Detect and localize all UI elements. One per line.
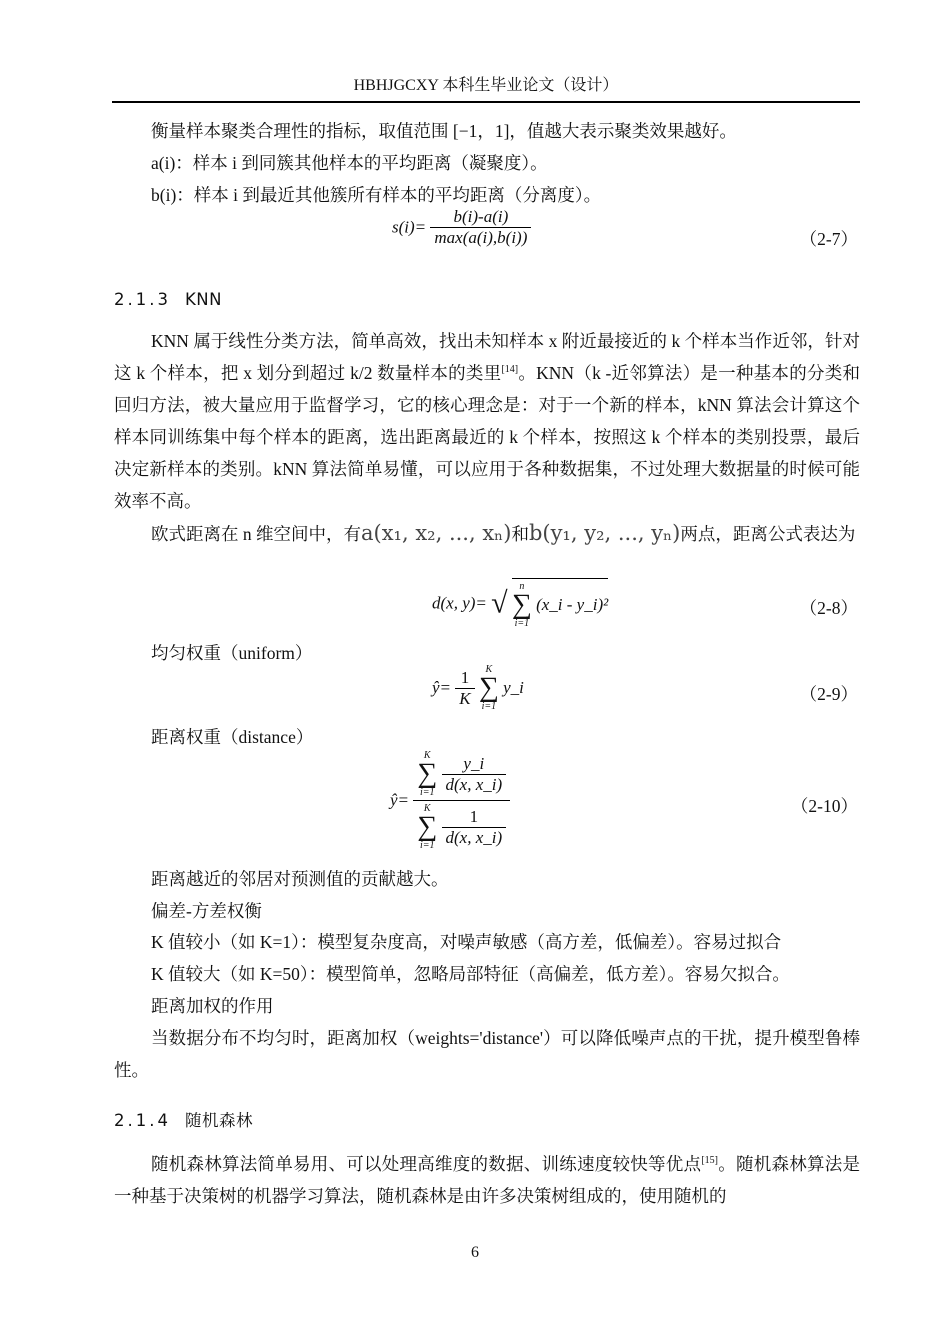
eq210-num-frac-den: d(x, x_i) [442,774,507,795]
distance-label: 距离权重（distance） [151,727,314,747]
citation-15: [15] [701,1155,718,1166]
eq210-num-sum-bottom: i=1 [420,787,435,798]
eq210-den-frac-num: 1 [469,806,479,826]
eq28-body: (x_i - y_i)² [536,595,609,614]
equation-2-8 [432,578,608,629]
section-number: 2.1.3 [114,290,171,309]
point-a-formula: a(x₁, x₂, ..., xₙ) [361,521,512,545]
point-b-formula: b(y₁, y₂, ..., yₙ) [528,521,681,545]
eq29-frac-den: K [455,688,474,709]
equation-2-9: ŷ= $\frac{1}{K}$ K ∑ i=1 y_i [432,664,524,712]
eq29-sum-bottom: i=1 [481,701,497,712]
radical-sign: √ [491,586,508,620]
eq29-number: （2-9） [799,684,858,704]
after-line-4: K 值较大（如 K=50）：模型简单，忽略局部特征（高偏差，低方差）。容易欠拟合。 [151,964,790,984]
section-heading-2-1-4 [114,1109,253,1133]
after-line-1: 距离越近的邻居对预测值的贡献越大。 [151,869,449,889]
section-number: 2.1.4 [114,1111,171,1130]
eq29-lhs: ŷ= [432,678,452,697]
after-line-2: 偏差-方差权衡 [151,901,262,921]
eq29-sum-top: K [485,664,493,675]
eq210-den-sum-bottom: i=1 [420,840,435,851]
rf-para-text-a: 随机森林算法简单易用、可以处理高维度的数据、训练速度较快等优点 [151,1154,702,1174]
eq27-numerator: b(i)-a(i) [453,207,509,226]
eq28-sum-top: n [519,581,525,592]
section-title: 随机森林 [184,1111,253,1130]
knn-para1-text-a: KNN 属于线性分类方法，简单高效，找出未知样本 x 附近最接近的 k 个样本当作近邻，针对这 k 个样本，把 x 划分到超过 k/2 数量样本的类里 [114,331,860,383]
knn-para1-text-b: 。KNN（k -近邻算法）是一种基本的分类和回归方法，被大量应用于监督学习，它的核心理念是：对于一个新的样本，kNN 算法会计算这个样本同训练集中每个样本的距离，选出距离最近的 k 个样本，按照这 k 个样本的类别投票，最后决定新样本的类别。kNN 算法简单易懂，可以应用于各种数据集，不过处理大数据量的时候可能效率不高。 [114,363,860,511]
section-title: KNN [184,290,222,309]
running-header: HBHJGCXY 本科生毕业论文（设计） [353,77,619,94]
rf-paragraph [114,1148,860,1212]
eq210-num-sum-top: K [423,750,431,761]
after-paragraph-6: 当数据分布不均匀时，距离加权（weights='distance'）可以降低噪声点的干扰，提升模型鲁棒性。 [114,1028,860,1080]
eq27-lhs: s(i)= [392,217,427,237]
eq28-number: （2-8） [799,598,858,618]
eq210-num-frac-num: y_i [463,753,485,773]
knn-para2-text-b: 两点，距离公式表达为 [680,524,856,544]
after-line-3: K 值较小（如 K=1）：模型复杂度高，对噪声敏感（高方差，低偏差）。容易过拟合 [151,932,782,952]
equation-2-7 [392,207,531,248]
rf-para-text-b: 。随机森林算法是一种基于决策树的机器学习算法，随机森林是由许多决策树组成的，使用随机的 [114,1154,860,1206]
eq210-den-frac-den: d(x, x_i) [442,827,507,848]
knn-para2-text-a: 欧式距离在 n 维空间中，有 [151,524,361,544]
radicand: n ∑ i=1 (x_i - y_i)² [512,578,608,629]
header-rule [112,101,860,103]
page-number: 6 [471,1244,479,1261]
after-line-5: 距离加权的作用 [151,996,274,1016]
intro-line-3: b(i)：样本 i 到最近其他簇所有样本的平均距离（分离度）。 [151,185,602,205]
eq27-denominator: max(a(i),b(i)) [430,227,531,248]
section-heading-2-1-3 [114,288,222,312]
eq210-number: （2-10） [790,796,858,816]
citation-14: [14] [501,364,519,375]
eq27-number: （2-7） [799,229,858,249]
eq28-sum-bottom: i=1 [514,618,530,629]
eq29-body: y_i [503,678,524,697]
intro-line-1: 衡量样本聚类合理性的指标，取值范围 [−1，1]，值越大表示聚类效果越好。 [151,121,737,141]
eq29-frac-num: 1 [460,667,470,687]
eq210-lhs: ŷ= [390,790,410,810]
uniform-label: 均匀权重（uniform） [151,643,313,663]
knn-para2-conj: 和 [511,524,529,544]
eq28-lhs: d(x, y)= [432,593,487,613]
knn-paragraph-2 [114,517,860,550]
intro-line-2: a(i)：样本 i 到同簇其他样本的平均距离（凝聚度）。 [151,153,548,173]
eq210-den-sum-top: K [423,803,431,814]
knn-paragraph-1 [114,325,860,517]
equation-2-10: ŷ= K ∑ i=1 $\frac{y\_i}{d(x, x\_i)}$ K ∑ i=1 $\frac{1}{d(x, x\_i)}$ [390,750,510,851]
